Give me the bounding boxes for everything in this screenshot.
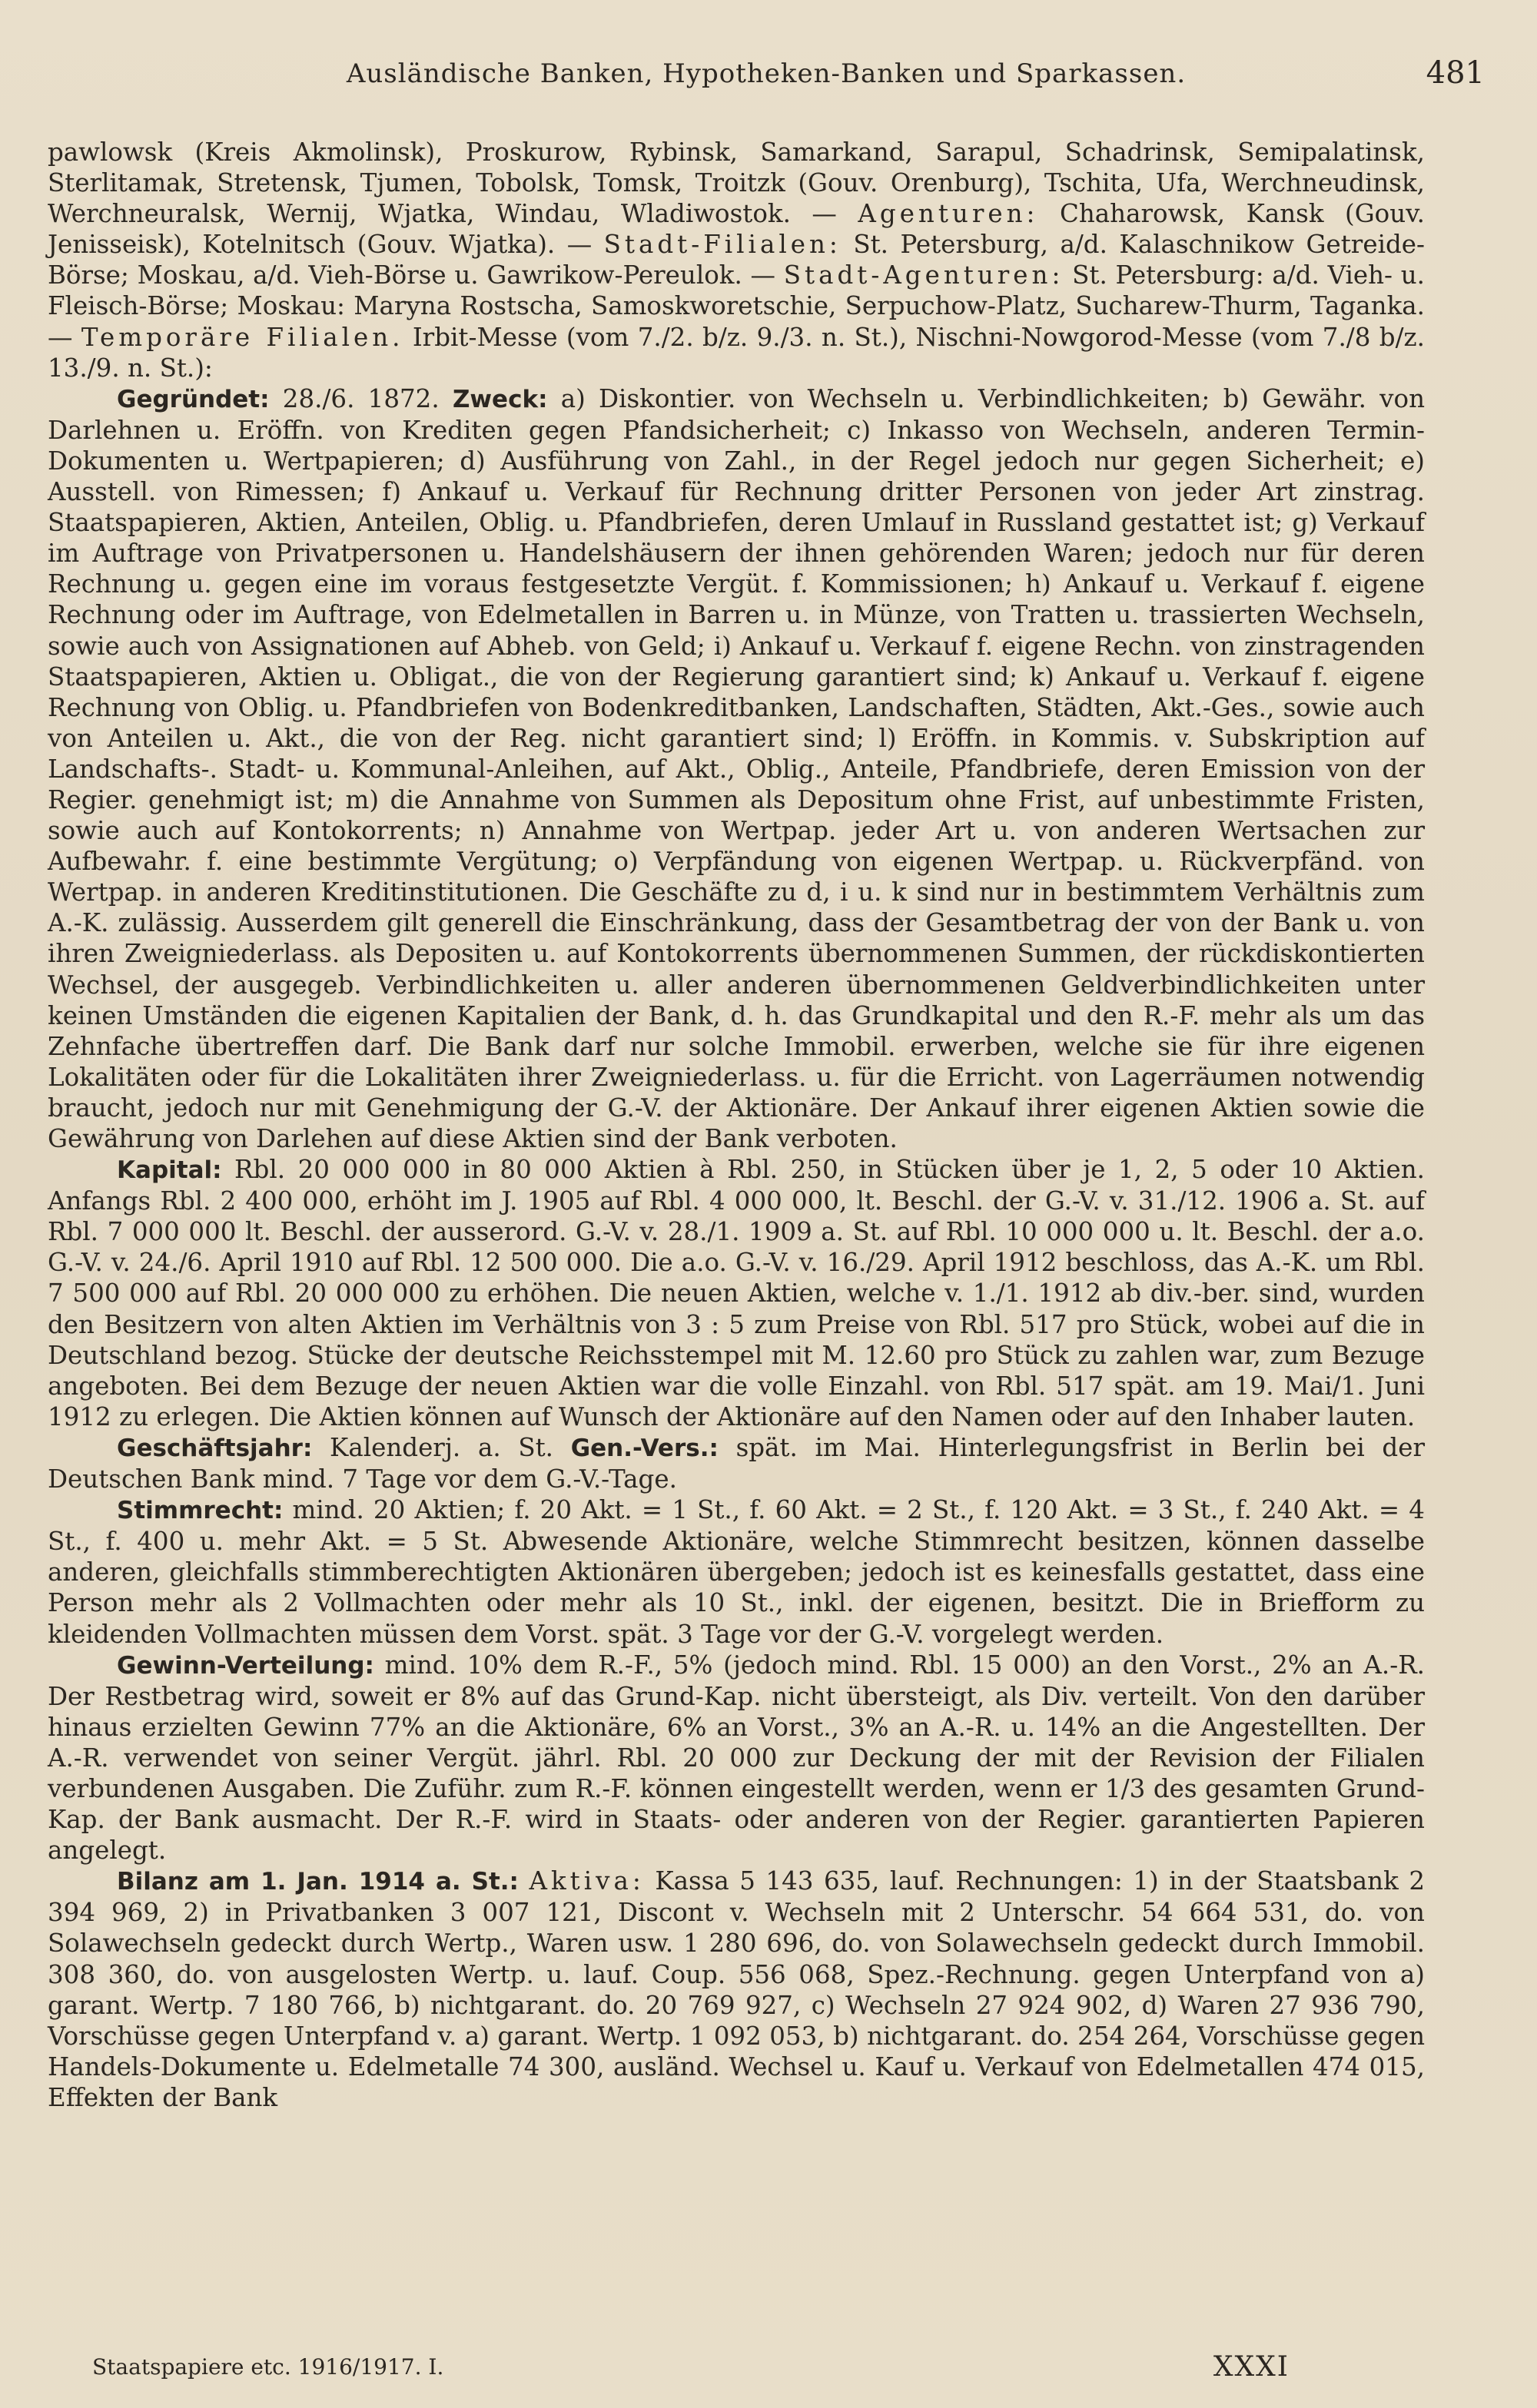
body-text — [48, 137, 1425, 2113]
kapital-text: Rbl. 20 000 000 in 80 000 Aktien à Rbl. 250, in Stücken über je 1, 2, 5 oder 10 Aktien. Anfangs Rbl. 2 400 000, erhöht im J. 1905 auf Rbl. 4 000 000, lt. Beschl. der G.-V. v. 31./12. 1906 a. St. auf Rbl. 7 000 000 lt. Beschl. der ausserord. G.-V. v. 28./1. 1909 a. St. auf Rbl. 10 000 000 u. lt. Beschl. der a.o. G.-V. v. 24./6. April 1910 auf Rbl. 12 500 000. Die a.o. G.-V. v. 16./29. April 1912 beschloss, das A.-K. um Rbl. 7 500 000 auf Rbl. 20 000 000 zu erhöhen. Die neuen Aktien, welche v. 1./1. 1912 ab div.-ber. sind, wurden den Besitzern von alten Aktien im Verhältnis von 3 : 5 zum Preise von Rbl. 517 pro Stück, wobei auf die in Deutschland bezog. Stücke der deutsche Reichsstempel mit M. 12.60 pro Stück zu zahlen war, zum Bezuge angeboten. Bei dem Bezuge der neuen Aktien war die volle Einzahl. von Rbl. 517 spät. am 19. Mai/1. Juni 1912 zu erlegen. Die Aktien können auf Wunsch der Aktionäre auf den Namen oder auf den Inhaber lauten. — [48, 1155, 1425, 1431]
page-number: 481 — [1426, 55, 1485, 91]
aktiva-label: Aktiva: — [529, 1866, 645, 1896]
stimmrecht-text: mind. 20 Aktien; f. 20 Akt. = 1 St., f. 60 Akt. = 2 St., f. 120 Akt. = 3 St., f. 240 Akt. = 4 St., f. 400 u. mehr Akt. = 5 St. Abwesende Aktionäre, welche Stimmrecht besitzen, können dasselbe anderen, gleichfalls stimmberechtigten Aktionären übergeben; jedoch ist es keinesfalls gestattet, dass eine Person mehr als 2 Vollmachten oder mehr als 10 St., inkl. der eigenen, besitzt. Die in Briefform zu kleidenden Vollmachten müssen dem Vorst. spät. 3 Tage vor der G.-V. vorgelegt werden. — [48, 1495, 1425, 1649]
label-agenturen: Agenturen: — [858, 199, 1039, 229]
gegruendet-paragraph — [48, 383, 1425, 1154]
label-stadt-agenturen: Stadt-Agenturen: — [783, 260, 1064, 290]
intro-paragraph — [48, 137, 1425, 383]
geschaeftsjahr-text: Kalenderj. a. St. — [312, 1432, 571, 1462]
genvers-text: spät. im Mai. Hinterlegungsfrist in Berlin bei der Deutschen Bank mind. 7 Tage vor dem G.-V.-Tage. — [48, 1432, 1425, 1494]
label-stadt-filialen: Stadt-Filialen: — [603, 230, 842, 260]
intro-text-1: pawlowsk (Kreis Akmolinsk), Proskurow, Rybinsk, Samarkand, Sarapul, Schadrinsk, Semipalatinsk, Sterlitamak, Stretensk, Tjumen, Tobolsk, Tomsk, Troitzk (Gouv. Orenburg), Tschita, Ufa, Werchneudinsk, Werchneuralsk, Wernij, Wjatka, Windau, Wladiwostok. — — [48, 138, 1425, 229]
stimmrecht-paragraph — [48, 1494, 1425, 1649]
kapital-paragraph — [48, 1154, 1425, 1432]
intro-text-3: St. Petersburg, a/d. Kalaschnikow Getreide-Börse; Moskau, a/d. Vieh-Börse u. Gawrikow-Pereulok. — — [48, 230, 1425, 290]
page-footer — [92, 2351, 1489, 2385]
genvers-label: Gen.-Vers.: — [570, 1434, 719, 1462]
bilanz-paragraph — [48, 1866, 1425, 2113]
footer-sheet-mark: XXXI — [1213, 2351, 1290, 2383]
label-temporaere-filialen: Temporäre Filialen. — [81, 322, 404, 352]
header-title: Ausländische Banken, Hypotheken-Banken und Sparkassen. — [346, 58, 1187, 89]
zweck-label: Zweck: — [452, 385, 548, 413]
stimmrecht-label: Stimmrecht: — [117, 1497, 284, 1525]
bilanz-label: Bilanz am 1. Jan. 1914 a. St.: — [117, 1868, 519, 1896]
footer-signature: Staatspapiere etc. 1916/1917. I. — [92, 2354, 444, 2380]
kapital-label: Kapital: — [117, 1156, 222, 1185]
bilanz-text: Kassa 5 143 635, lauf. Rechnungen: 1) in der Staatsbank 2 394 969, 2) in Privatbanken 3 007 121, Discont v. Wechseln mit 2 Unterschr. 54 664 531, do. von Solawechseln gedeckt durch Wertp., Waren usw. 1 280 696, do. von Solawechseln gedeckt durch Immobil. 308 360, do. von ausgelosten Wertp. u. lauf. Coup. 556 068, Spez.-Rechnung. gegen Unterpfand von a) garant. Wertp. 7 180 766, b) nichtgarant. do. 20 769 927, c) Wechseln 27 924 902, d) Waren 27 936 790, Vorschüsse gegen Unterpfand v. a) garant. Wertp. 1 092 053, b) nichtgarant. do. 254 264, Vorschüsse gegen Handels-Dokumente u. Edelmetalle 74 300, ausländ. Wechsel u. Kauf u. Verkauf von Edelmetallen 474 015, Effekten der Bank — [48, 1866, 1425, 2112]
running-header — [48, 54, 1485, 100]
gewinn-label: Gewinn-Verteilung: — [117, 1651, 374, 1680]
zweck-text: a) Diskontier. von Wechseln u. Verbindlichkeiten; b) Gewähr. von Darlehnen u. Eröffn. von Krediten gegen Pfandsicherheit; c) Inkasso von Wechseln, anderen Termin-Dokumenten u. Wertpapieren; d) Ausführung von Zahl., in der Regel jedoch nur gegen Sicherheit; e) Ausstell. von Rimessen; f) Ankauf u. Verkauf für Rechnung dritter Personen von jeder Art zinstrag. Staatspapieren, Aktien, Anteilen, Oblig. u. Pfandbriefen, deren Umlauf in Russland gestattet ist; g) Verkauf im Auftrage von Privatpersonen u. Handelshäusern der ihnen gehörenden Waren; jedoch nur für deren Rechnung u. gegen eine im voraus festgesetzte Vergüt. f. Kommissionen; h) Ankauf u. Verkauf f. eigene Rechnung oder im Auftrage, von Edelmetallen in Barren u. in Münze, von Tratten u. trassierten Wechseln, sowie auch von Assignationen auf Abheb. von Geld; i) Ankauf u. Verkauf f. eigene Rechn. von zinstragenden Staatspapieren, Aktien u. Obligat., die von der Regierung garantiert sind; k) Ankauf u. Verkauf f. eigene Rechnung von Oblig. u. Pfandbriefen von Bodenkreditbanken, Landschaften, Städten, Akt.-Ges., sowie auch von Anteilen u. Akt., die von der Reg. nicht garantiert sind; l) Eröffn. in Kommis. v. Subskription auf Landschafts-. Stadt- u. Kommunal-Anleihen, auf Akt., Oblig., Anteile, Pfandbriefe, deren Emission von der Regier. genehmigt ist; m) die Annahme von Summen als Depositum ohne Frist, auf unbestimmte Fristen, sowie auch auf Kontokorrents; n) Annahme von Wertpap. jeder Art u. von anderen Wertsachen zur Aufbewahr. f. eine bestimmte Vergütung; o) Verpfändung von eigenen Wertpap. u. Rückverpfänd. von Wertpap. in anderen Kreditinstitutionen. Die Geschäfte zu d, i u. k sind nur in bestimmtem Verhältnis zum A.-K. zulässig. Ausserdem gilt generell die Einschränkung, dass der Gesamtbetrag der von der Bank u. von ihren Zweigniederlass. als Depositen u. auf Kontokorrents übernommenen Summen, der rückdiskontierten Wechsel, der ausgegeb. Verbindlichkeiten u. aller anderen übernommenen Geldverbindlichkeiten unter keinen Umständen die eigenen Kapitalien der Bank, d. h. das Grundkapital und den R.-F. mehr als um das Zehnfache übertreffen darf. Die Bank darf nur solche Immobil. erwerben, welche sie für ihre eigenen Lokalitäten oder für die Lokalitäten ihrer Zweigniederlass. u. für die Erricht. von Lagerräumen notwendig braucht, jedoch nur mit Genehmigung der G.-V. der Aktionäre. Der Ankauf ihrer eigenen Aktien sowie die Gewährung von Darlehen auf diese Aktien sind der Bank verboten. — [48, 383, 1426, 1153]
gegruendet-value: 28./6. 1872. — [269, 383, 453, 413]
intro-text-4: St. Petersburg: a/d. Vieh- u. Fleisch-Börse; Moskau: Maryna Rostscha, Samoskworetschie, Serpuchow-Platz, Sucharew-Thurm, Taganka. — — [48, 260, 1425, 352]
gewinn-paragraph — [48, 1650, 1425, 1866]
gewinn-text: mind. 10% dem R.-F., 5% (jedoch mind. Rbl. 15 000) an den Vorst., 2% an A.-R. Der Restbetrag wird, soweit er 8% auf das Grund-Kap. nicht übersteigt, als Div. verteilt. Von den darüber hinaus erzielten Gewinn 77% an die Aktionäre, 6% an Vorst., 3% an A.-R. u. 14% an die Angestellten. Der A.-R. verwendet von seiner Vergüt. jährl. Rbl. 20 000 zur Deckung der mit der Revision der Filialen verbundenen Ausgaben. Die Zuführ. zum R.-F. können eingestellt werden, wenn er 1/3 des gesamten Grund-Kap. der Bank ausmacht. Der R.-F. wird in Staats- oder anderen von der Regier. garantierten Papieren angelegt. — [48, 1650, 1425, 1866]
intro-text-5: Irbit-Messe (vom 7./2. b/z. 9./3. n. St.), Nischni-Nowgorod-Messe (vom 7./8 b/z. 13./9. n. St.): — [48, 322, 1425, 383]
intro-text-2: Chaharowsk, Kansk (Gouv. Jenisseisk), Kotelnitsch (Gouv. Wjatka). — — [48, 199, 1425, 260]
geschaeftsjahr-label: Geschäftsjahr: — [117, 1434, 313, 1462]
gegruendet-label: Gegründet: — [117, 385, 270, 413]
geschaeftsjahr-paragraph — [48, 1432, 1425, 1494]
